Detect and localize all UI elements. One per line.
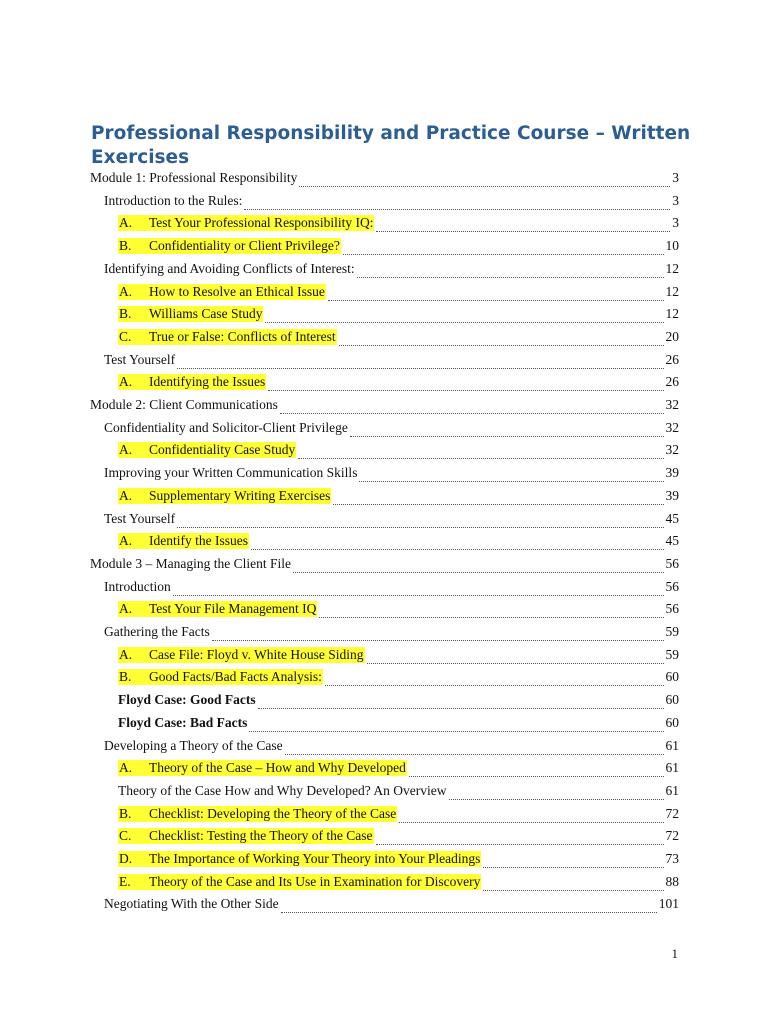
dot-leader — [376, 844, 664, 845]
toc-entry-text — [104, 511, 175, 527]
toc-entry-title: Confidentiality and Solicitor-Client Privilege — [104, 419, 348, 435]
toc-entry-text — [104, 579, 171, 595]
toc-entry[interactable] — [104, 624, 679, 644]
toc-entry-title: Checklist: Testing the Theory of the Case — [149, 828, 373, 844]
toc-entry-page: 39 — [665, 487, 679, 503]
toc-entry-title: Identifying and Avoiding Conflicts of Interest: — [104, 260, 355, 276]
dot-leader — [173, 595, 664, 596]
toc-entry-text — [118, 692, 256, 708]
toc-entry-page: 32 — [665, 442, 679, 458]
toc-entry[interactable] — [118, 828, 679, 848]
dot-leader — [367, 663, 664, 664]
toc-entry-page: 45 — [665, 510, 679, 526]
toc-entry-letter: A. — [118, 601, 148, 617]
toc-entry-page: 3 — [672, 170, 679, 185]
toc-entry[interactable] — [118, 488, 679, 508]
toc-entry[interactable] — [118, 215, 679, 235]
toc-entry-letter: A. — [118, 647, 148, 663]
toc-entry-page: 59 — [665, 624, 679, 639]
page-number: 1 — [671, 946, 678, 961]
toc-entry-text — [90, 556, 291, 572]
toc-entry-page: 39 — [665, 465, 679, 481]
toc-entry-page: 56 — [665, 578, 679, 594]
toc-entry[interactable] — [118, 874, 679, 894]
toc-entry[interactable] — [118, 601, 679, 621]
toc-entry[interactable] — [104, 193, 679, 213]
toc-entry[interactable] — [104, 465, 679, 485]
dot-leader — [299, 186, 670, 187]
toc-entry[interactable] — [118, 783, 679, 803]
toc-entry-text — [104, 420, 348, 436]
dot-leader — [409, 776, 664, 777]
toc-entry[interactable] — [104, 511, 679, 531]
toc-entry-text — [118, 488, 331, 504]
toc-entry-text — [118, 215, 374, 231]
toc-entry-letter: C. — [118, 329, 148, 345]
toc-entry-page: 56 — [665, 601, 679, 617]
toc-entry-text — [118, 442, 296, 458]
toc-entry-text — [104, 738, 283, 754]
toc-entry-letter: E. — [118, 874, 148, 890]
toc-entry-page: 60 — [665, 669, 679, 685]
toc-entry-title: Theory of the Case and Its Use in Examination for Discovery — [149, 873, 481, 889]
toc-entry-page: 32 — [665, 419, 679, 435]
toc-entry-page: 60 — [665, 692, 679, 708]
toc-entry[interactable] — [104, 579, 679, 599]
toc-entry-title: Case File: Floyd v. White House Siding — [149, 646, 364, 662]
toc-entry[interactable] — [104, 352, 679, 372]
toc-entry-page: 60 — [665, 714, 679, 730]
toc-entry[interactable] — [90, 556, 679, 576]
toc-entry-page: 26 — [665, 374, 679, 390]
dot-leader — [244, 209, 670, 210]
toc-entry-text — [104, 624, 210, 640]
toc-entry-title: Test Yourself — [104, 510, 176, 526]
toc-entry-page: 73 — [665, 851, 679, 866]
toc-entry[interactable] — [118, 238, 679, 258]
toc-entry-title: True or False: Conflicts of Interest — [149, 328, 336, 344]
toc-entry-text — [118, 851, 481, 867]
toc-entry-page: 61 — [665, 760, 679, 776]
toc-entry-text — [118, 806, 397, 822]
toc-entry-letter: A. — [118, 374, 148, 390]
toc-entry-letter: A. — [118, 442, 148, 458]
toc-entry-page: 12 — [665, 306, 679, 322]
toc-entry-letter: B. — [118, 238, 148, 254]
toc-entry[interactable] — [118, 806, 679, 826]
dot-leader — [249, 731, 663, 732]
toc-entry-title: Introduction to the Rules: — [104, 192, 243, 208]
dot-leader — [350, 436, 664, 437]
dot-leader — [285, 754, 664, 755]
toc-entry-text — [118, 329, 337, 345]
toc-entry-text — [118, 828, 374, 844]
toc-entry-text — [118, 238, 341, 254]
toc-entry[interactable] — [118, 329, 679, 349]
toc-entry-page: 61 — [665, 737, 679, 753]
toc-entry-title: Test Yourself — [104, 351, 176, 367]
dot-leader — [258, 708, 664, 709]
toc-entry[interactable] — [118, 715, 679, 735]
dot-leader — [357, 277, 664, 278]
dot-leader — [325, 685, 664, 686]
dot-leader — [293, 572, 664, 573]
toc-entry[interactable] — [104, 420, 679, 440]
toc-entry[interactable] — [118, 374, 679, 394]
toc-entry-page: 26 — [665, 351, 679, 367]
toc-entry-text — [104, 465, 357, 481]
toc-entry-letter: A. — [118, 284, 148, 300]
toc-entry-title: Improving your Written Communication Skills — [104, 465, 358, 481]
toc-entry-page: 56 — [665, 555, 679, 571]
dot-leader — [376, 231, 670, 232]
toc-entry-text — [118, 669, 323, 685]
toc-entry-text — [104, 261, 355, 277]
toc-entry-title: Confidentiality Case Study — [149, 442, 296, 458]
dot-leader — [298, 458, 663, 459]
dot-leader — [449, 799, 664, 800]
toc-entry-letter: C. — [118, 828, 148, 844]
toc-entry-title: Gathering the Facts — [104, 624, 210, 639]
dot-leader — [319, 617, 663, 618]
toc-entry-text — [118, 533, 249, 549]
dot-leader — [280, 413, 664, 414]
dot-leader — [268, 390, 663, 391]
toc-entry-title: Supplementary Writing Exercises — [149, 487, 331, 503]
toc-entry[interactable] — [118, 669, 679, 689]
dot-leader — [339, 345, 664, 346]
toc-entry[interactable] — [104, 738, 679, 758]
toc-entry-title: Confidentiality or Client Privilege? — [149, 238, 340, 254]
toc-entry[interactable] — [90, 397, 679, 417]
toc-entry[interactable] — [118, 692, 679, 712]
toc-entry-text — [90, 397, 278, 413]
dot-leader — [281, 912, 657, 913]
toc-entry[interactable] — [90, 170, 679, 190]
toc-entry-title: Good Facts/Bad Facts Analysis: — [149, 669, 322, 685]
toc-entry-title: The Importance of Working Your Theory into Your Pleadings — [149, 851, 481, 866]
toc-entry-page: 101 — [658, 896, 679, 912]
toc-entry-page: 10 — [665, 238, 679, 254]
toc-entry-letter: B. — [118, 669, 148, 685]
toc-entry-text — [118, 306, 263, 322]
toc-entry-page: 12 — [665, 283, 679, 299]
dot-leader — [251, 549, 664, 550]
toc-entry-title: Developing a Theory of the Case — [104, 737, 283, 753]
toc-entry[interactable] — [118, 760, 679, 780]
toc-entry-text — [118, 284, 326, 300]
dot-leader — [328, 300, 664, 301]
toc-entry-text — [90, 170, 297, 186]
toc-entry[interactable] — [118, 284, 679, 304]
toc-entry-text — [104, 896, 279, 912]
dot-leader — [212, 640, 664, 641]
toc-entry-title: Floyd Case: Good Facts — [118, 692, 256, 708]
toc-entry-title: Test Your File Management IQ — [149, 601, 317, 617]
toc-entry-title: Negotiating With the Other Side — [104, 896, 279, 912]
toc-entry[interactable] — [118, 647, 679, 667]
toc-entry-text — [118, 374, 266, 390]
toc-entry[interactable] — [118, 442, 679, 462]
toc-entry-page: 12 — [665, 260, 679, 276]
toc-entry-title: Floyd Case: Bad Facts — [118, 714, 248, 730]
toc-entry-title: Module 3 – Managing the Client File — [90, 555, 291, 571]
toc-entry-text — [118, 783, 447, 799]
toc-entry[interactable] — [118, 533, 679, 553]
document-title: Professional Responsibility and Practice Course – Written Exercises — [91, 123, 691, 168]
dot-leader — [359, 481, 663, 482]
dot-leader — [177, 368, 663, 369]
toc-entry-page: 72 — [665, 828, 679, 844]
dot-leader — [483, 890, 663, 891]
dot-leader — [399, 822, 663, 823]
toc-entry-text — [104, 193, 242, 209]
toc-entry-title: Test Your Professional Responsibility IQ: — [149, 215, 374, 231]
toc-entry-text — [118, 647, 365, 663]
toc-entry-title: How to Resolve an Ethical Issue — [149, 283, 325, 299]
toc-entry-page: 3 — [672, 215, 679, 231]
toc-entry-page: 88 — [665, 873, 679, 889]
dot-leader — [177, 527, 663, 528]
toc-entry-page: 3 — [672, 192, 679, 208]
dot-leader — [483, 867, 663, 868]
dot-leader — [343, 254, 664, 255]
toc-entry-title: Identify the Issues — [149, 533, 248, 549]
toc-entry-title: Theory of the Case – How and Why Developed — [149, 760, 406, 776]
dot-leader — [333, 504, 663, 505]
toc-entry[interactable] — [118, 306, 679, 326]
toc-entry-letter: A. — [118, 488, 148, 504]
toc-entry-letter: A. — [118, 760, 148, 776]
toc-entry-title: Checklist: Developing the Theory of the Case — [149, 805, 397, 821]
toc-entry-title: Williams Case Study — [149, 306, 263, 322]
toc-entry-page: 32 — [665, 397, 679, 412]
dot-leader — [265, 322, 663, 323]
toc-entry[interactable] — [104, 896, 679, 916]
toc-entry-page: 61 — [665, 782, 679, 798]
toc-entry-page: 59 — [665, 646, 679, 662]
toc-entry-page: 72 — [665, 805, 679, 821]
toc-entry[interactable] — [118, 851, 679, 871]
toc-entry-letter: A. — [118, 533, 148, 549]
toc-entry-title: Module 2: Client Communications — [90, 397, 278, 412]
toc-entry-text — [118, 760, 407, 776]
toc-entry-letter: A. — [118, 215, 148, 231]
toc-entry[interactable] — [104, 261, 679, 281]
toc-entry-page: 20 — [665, 328, 679, 344]
toc-entry-text — [118, 715, 247, 731]
toc-entry-title: Module 1: Professional Responsibility — [90, 170, 298, 185]
toc-entry-title: Identifying the Issues — [149, 374, 266, 390]
toc-entry-title: Theory of the Case How and Why Developed? An Overview — [118, 782, 447, 798]
toc-entry-letter: D. — [118, 851, 148, 867]
toc-entry-title: Introduction — [104, 578, 171, 594]
toc-entry-letter: B. — [118, 806, 148, 822]
toc-entry-text — [118, 601, 317, 617]
toc-entry-text — [118, 874, 481, 890]
toc-entry-text — [104, 352, 175, 368]
toc-entry-page: 45 — [665, 533, 679, 549]
toc-entry-letter: B. — [118, 306, 148, 322]
